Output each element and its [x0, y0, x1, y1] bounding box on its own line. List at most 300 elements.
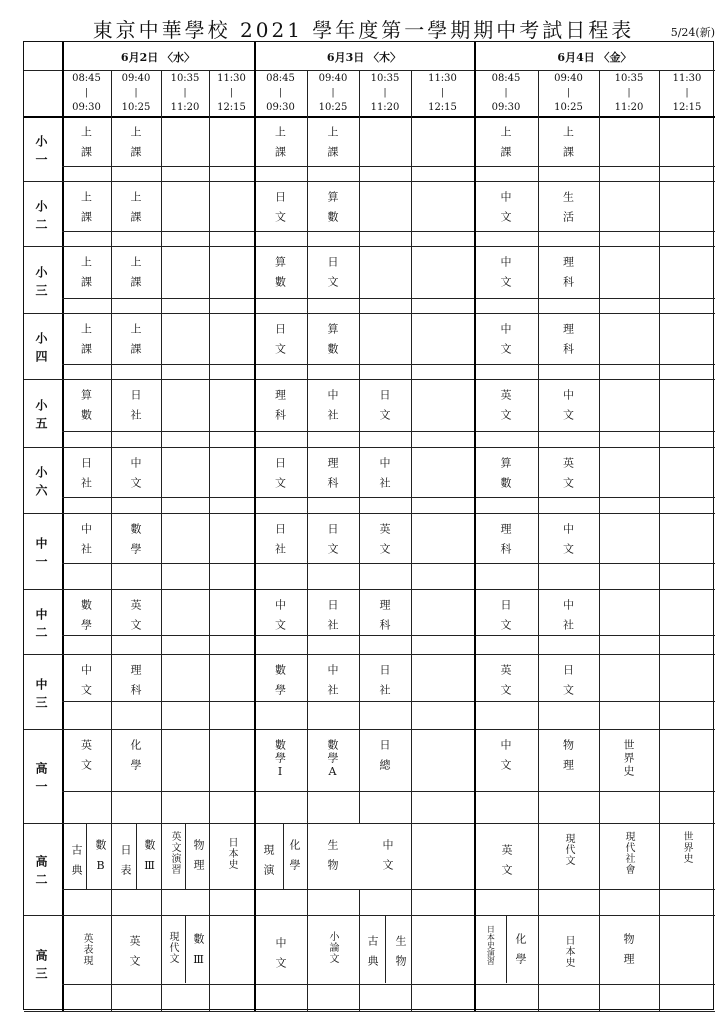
subject-cell: 中社	[326, 389, 339, 429]
table-rule	[307, 729, 308, 823]
table-rule	[359, 447, 360, 513]
table-rule	[24, 654, 715, 655]
revision-note: 5/24(新)	[670, 26, 715, 39]
table-rule	[411, 915, 412, 983]
table-rule	[111, 823, 112, 889]
time-separator: |	[183, 88, 187, 98]
subject-cell: 理科	[561, 323, 575, 363]
subject-cell: 中文	[274, 937, 287, 977]
table-rule	[209, 116, 210, 181]
subject-cell: 英文	[129, 599, 142, 639]
subject-cell: 中文	[561, 523, 575, 563]
table-rule	[161, 513, 162, 589]
subject-cell: 英表現	[81, 933, 92, 966]
time-separator: |	[229, 88, 234, 98]
subject-cell: 英文	[500, 844, 513, 884]
table-rule	[538, 116, 539, 181]
subject-cell: 世界史	[681, 831, 692, 864]
table-rule	[359, 116, 360, 181]
subject-cell: 世界史	[622, 739, 635, 778]
table-rule	[111, 983, 112, 1011]
table-rule	[24, 1011, 715, 1012]
table-rule	[62, 364, 715, 365]
table-rule	[24, 70, 715, 71]
subject-cell: 中社	[561, 599, 575, 639]
subject-cell: 中文	[499, 739, 512, 779]
subject-cell: 日總	[378, 739, 391, 779]
table-rule	[307, 181, 308, 246]
period-end-time: 12:15	[428, 102, 457, 113]
table-rule	[411, 654, 412, 729]
table-rule	[659, 915, 660, 983]
table-rule	[209, 379, 210, 447]
table-rule	[111, 889, 112, 915]
subject-cell: 英文	[561, 457, 575, 497]
table-rule	[62, 563, 715, 564]
table-rule	[307, 823, 308, 889]
subject-cell: 中文	[381, 839, 394, 879]
table-rule	[254, 589, 256, 654]
subject-cell: 現演	[262, 844, 275, 884]
subject-cell: 日文	[273, 323, 287, 363]
subject-cell: 日社	[326, 599, 339, 639]
table-rule	[474, 654, 476, 729]
grade-label: 高二	[34, 855, 48, 891]
subject-cell: 理科	[326, 457, 339, 497]
table-rule	[659, 823, 660, 889]
time-separator: |	[278, 88, 283, 98]
table-rule	[359, 246, 360, 313]
subject-cell: 數學	[79, 599, 93, 639]
table-rule	[411, 729, 412, 823]
subject-cell: 生活	[561, 191, 575, 231]
table-rule	[209, 447, 210, 513]
grade-label: 小六	[34, 466, 48, 502]
subject-cell: 日社	[129, 389, 142, 429]
table-rule	[599, 654, 600, 729]
table-rule	[283, 823, 284, 889]
table-rule	[538, 823, 539, 889]
table-rule	[411, 246, 412, 313]
table-rule	[254, 729, 256, 823]
grade-label: 中三	[34, 677, 48, 714]
subject-cell: 英文演習	[169, 831, 180, 875]
subject-cell: 數Ⅲ	[143, 839, 156, 881]
table-rule	[359, 654, 360, 729]
table-rule	[24, 513, 715, 514]
period-end-time: 09:30	[491, 102, 521, 113]
table-rule	[209, 823, 210, 889]
table-rule	[599, 889, 600, 915]
table-rule	[474, 513, 476, 589]
table-rule	[111, 915, 112, 983]
table-rule	[474, 116, 476, 181]
table-rule	[411, 889, 412, 915]
subject-cell: 日文	[561, 664, 575, 704]
period-start-time: 08:45	[72, 73, 101, 84]
table-rule	[254, 513, 256, 589]
table-rule	[659, 181, 660, 246]
subject-cell: 上課	[326, 126, 339, 166]
period-start-time: 11:30	[217, 73, 246, 84]
time-separator: |	[504, 88, 508, 98]
table-rule	[111, 513, 112, 589]
table-rule	[411, 589, 412, 654]
grade-label: 中一	[34, 537, 48, 573]
subject-cell: 中社	[378, 457, 391, 497]
table-rule	[359, 181, 360, 246]
table-rule	[474, 447, 476, 513]
subject-cell: 中文	[79, 664, 93, 704]
subject-cell: 古典	[70, 844, 83, 884]
table-rule	[254, 889, 256, 915]
table-rule	[411, 116, 412, 181]
subject-cell: 日文	[273, 191, 287, 231]
table-rule	[254, 915, 256, 983]
table-rule	[209, 313, 210, 379]
table-rule	[599, 379, 600, 447]
table-rule	[111, 379, 112, 447]
grade-label: 小五	[34, 399, 48, 435]
table-rule	[161, 246, 162, 313]
table-rule	[659, 246, 660, 313]
subject-cell: 日文	[273, 457, 287, 497]
table-rule	[62, 791, 715, 792]
table-rule	[307, 116, 308, 181]
subject-cell: 小論文	[327, 931, 338, 964]
table-rule	[359, 70, 360, 116]
subject-cell: 數學Ⅰ	[273, 739, 287, 780]
table-rule	[136, 823, 137, 889]
period-end-time: 11:20	[370, 102, 400, 113]
table-rule	[506, 915, 507, 983]
table-rule	[161, 313, 162, 379]
table-rule	[474, 889, 476, 915]
table-rule	[538, 379, 539, 447]
subject-cell: 古典	[366, 935, 379, 975]
time-separator: |	[383, 88, 387, 98]
subject-cell: 英文	[499, 664, 512, 704]
table-rule	[209, 889, 210, 915]
subject-cell: 算數	[326, 323, 339, 363]
table-rule	[307, 246, 308, 313]
subject-cell: 算數	[326, 191, 339, 231]
table-rule	[538, 983, 539, 1011]
table-rule	[599, 70, 600, 116]
table-rule	[24, 181, 715, 182]
table-rule	[411, 379, 412, 447]
table-rule	[359, 379, 360, 447]
subject-cell: 上課	[79, 191, 93, 231]
document-title	[0, 14, 727, 43]
subject-cell: 英文	[499, 389, 512, 429]
table-rule	[111, 181, 112, 246]
day-header: 6月3日 〈木〉	[326, 51, 402, 64]
table-rule	[599, 915, 600, 983]
table-rule	[209, 513, 210, 589]
table-rule	[62, 889, 715, 890]
subject-cell: 英文	[128, 935, 141, 975]
table-rule	[307, 313, 308, 379]
subject-cell: 日本史	[563, 935, 574, 968]
period-start-time: 08:45	[491, 73, 521, 84]
table-rule	[659, 313, 660, 379]
table-rule	[24, 915, 715, 916]
subject-cell: 日社	[273, 523, 287, 563]
subject-cell: 日文	[326, 256, 339, 296]
table-rule	[659, 654, 660, 729]
table-rule	[411, 70, 412, 116]
table-rule	[307, 983, 308, 1011]
grade-label: 小一	[34, 134, 48, 171]
table-rule	[411, 983, 412, 1011]
period-start-time: 10:35	[370, 73, 400, 84]
subject-cell: 數Ⅲ	[192, 933, 205, 975]
table-rule	[538, 513, 539, 589]
table-rule	[599, 823, 600, 889]
table-rule	[411, 823, 412, 889]
table-rule	[254, 823, 256, 889]
subject-cell: 生物	[326, 839, 339, 879]
table-rule	[659, 447, 660, 513]
table-rule	[599, 181, 600, 246]
table-rule	[538, 889, 539, 915]
table-rule	[161, 116, 162, 181]
grade-label: 高一	[34, 762, 48, 798]
subject-cell: 日本史演習	[486, 925, 496, 965]
subject-cell: 日社	[378, 664, 391, 704]
period-end-time: 10:25	[554, 102, 583, 113]
table-rule	[538, 589, 539, 654]
table-rule	[161, 915, 162, 983]
grade-label: 小二	[34, 199, 48, 236]
table-rule	[474, 246, 476, 313]
subject-cell: 數B	[94, 839, 107, 881]
table-rule	[86, 823, 87, 889]
subject-cell: 上課	[129, 191, 142, 231]
table-rule	[254, 181, 256, 246]
table-rule	[538, 313, 539, 379]
table-rule	[209, 589, 210, 654]
period-end-time: 09:30	[72, 102, 101, 113]
subject-cell: 現代文	[167, 931, 178, 964]
table-rule	[307, 889, 308, 915]
subject-cell: 生物	[394, 935, 407, 975]
subject-cell: 中文	[561, 389, 575, 429]
period-start-time: 09:40	[554, 73, 583, 84]
table-rule	[599, 513, 600, 589]
table-rule	[111, 654, 112, 729]
table-rule	[659, 983, 660, 1011]
table-rule	[599, 246, 600, 313]
table-rule	[209, 729, 210, 823]
subject-cell: 中文	[129, 457, 142, 497]
period-end-time: 12:15	[217, 102, 246, 113]
table-rule	[359, 729, 360, 823]
subject-cell: 上課	[129, 323, 142, 363]
table-rule	[307, 379, 308, 447]
table-rule	[659, 729, 660, 823]
subject-cell: 中文	[499, 256, 512, 296]
subject-cell: 化學	[288, 839, 301, 879]
table-rule	[111, 116, 112, 181]
subject-cell: 上課	[79, 256, 93, 296]
subject-cell: 上課	[129, 126, 142, 166]
table-rule	[474, 823, 476, 889]
table-rule	[24, 447, 715, 448]
day-header: 6月4日 〈金〉	[557, 51, 632, 64]
table-rule	[111, 246, 112, 313]
period-start-time: 11:30	[672, 73, 702, 84]
subject-cell: 上課	[273, 126, 287, 166]
subject-cell: 英文	[378, 523, 391, 563]
table-rule	[599, 983, 600, 1011]
table-rule	[307, 70, 308, 116]
table-rule	[24, 379, 715, 380]
table-rule	[411, 181, 412, 246]
table-rule	[659, 379, 660, 447]
grade-label: 小三	[34, 265, 48, 302]
table-rule	[599, 729, 600, 823]
table-rule	[161, 889, 162, 915]
table-rule	[659, 513, 660, 589]
grade-label: 小四	[34, 332, 48, 368]
period-end-time: 10:25	[121, 102, 151, 113]
table-rule	[359, 915, 360, 983]
table-rule	[161, 589, 162, 654]
table-rule	[659, 116, 660, 181]
subject-cell: 中社	[326, 664, 339, 704]
table-rule	[24, 823, 715, 824]
time-separator: |	[566, 88, 571, 98]
subject-cell: 物理	[561, 739, 575, 779]
table-rule	[62, 984, 715, 985]
table-rule	[62, 231, 715, 232]
table-rule	[474, 313, 476, 379]
table-rule	[161, 379, 162, 447]
table-rule	[24, 729, 715, 730]
table-rule	[474, 915, 476, 983]
subject-cell: 上課	[499, 126, 512, 166]
table-rule	[659, 70, 660, 116]
table-rule	[538, 447, 539, 513]
table-rule	[254, 983, 256, 1011]
table-rule	[111, 313, 112, 379]
table-rule	[24, 116, 715, 118]
time-separator: |	[134, 88, 138, 98]
subject-cell: 現代文	[563, 833, 574, 866]
time-separator: |	[440, 88, 445, 98]
period-end-time: 12:15	[672, 102, 702, 113]
table-rule	[254, 654, 256, 729]
subject-cell: 理科	[561, 256, 575, 296]
table-rule	[659, 589, 660, 654]
grade-label: 中二	[34, 607, 48, 644]
table-rule	[307, 915, 308, 983]
period-end-time: 11:20	[170, 102, 200, 113]
subject-cell: 日文	[378, 389, 391, 429]
subject-cell: 算數	[273, 256, 287, 296]
table-rule	[209, 181, 210, 246]
period-start-time: 09:40	[318, 73, 348, 84]
table-rule	[411, 313, 412, 379]
table-rule	[62, 497, 715, 498]
subject-cell: 現代社會	[623, 831, 634, 875]
table-rule	[62, 431, 715, 432]
table-rule	[359, 589, 360, 654]
subject-cell: 算數	[499, 457, 512, 497]
subject-cell: 中文	[273, 599, 287, 639]
table-rule	[307, 654, 308, 729]
table-rule	[161, 181, 162, 246]
table-rule	[659, 889, 660, 915]
time-separator: |	[685, 88, 689, 98]
table-rule	[599, 447, 600, 513]
subject-cell: 中文	[499, 191, 512, 231]
subject-cell: 化學	[129, 739, 142, 779]
subject-cell: 中社	[79, 523, 93, 563]
table-rule	[411, 447, 412, 513]
table-rule	[307, 447, 308, 513]
period-start-time: 09:40	[121, 73, 151, 84]
table-rule	[307, 513, 308, 589]
table-rule	[111, 729, 112, 823]
table-rule	[111, 447, 112, 513]
subject-cell: 日表	[119, 844, 132, 884]
period-end-time: 11:20	[614, 102, 644, 113]
table-rule	[111, 589, 112, 654]
subject-cell: 理科	[499, 523, 512, 563]
time-separator: |	[627, 88, 631, 98]
table-rule	[474, 181, 476, 246]
subject-cell: 上課	[79, 323, 93, 363]
table-rule	[209, 246, 210, 313]
subject-cell: 上課	[561, 126, 575, 166]
table-rule	[161, 447, 162, 513]
table-rule	[62, 298, 715, 299]
table-rule	[385, 915, 386, 983]
subject-cell: 物理	[622, 933, 635, 973]
table-rule	[411, 513, 412, 589]
table-rule	[307, 589, 308, 654]
subject-cell: 英文	[79, 739, 93, 779]
table-rule	[254, 313, 256, 379]
grade-label: 高三	[34, 949, 48, 985]
subject-cell: 理科	[129, 664, 142, 704]
table-rule	[209, 654, 210, 729]
subject-cell: 日文	[326, 523, 339, 563]
table-rule	[62, 166, 715, 167]
period-start-time: 10:35	[170, 73, 200, 84]
table-rule	[209, 915, 210, 983]
subject-cell: 理科	[273, 389, 287, 429]
table-rule	[254, 246, 256, 313]
table-rule	[538, 729, 539, 823]
time-separator: |	[331, 88, 335, 98]
table-rule	[24, 589, 715, 590]
period-end-time: 10:25	[318, 102, 348, 113]
table-rule	[474, 729, 476, 823]
table-rule	[161, 983, 162, 1011]
table-rule	[538, 654, 539, 729]
table-rule	[359, 313, 360, 379]
table-rule	[359, 983, 360, 1011]
period-start-time: 11:30	[428, 73, 457, 84]
period-start-time: 10:35	[614, 73, 644, 84]
subject-cell: 上課	[79, 126, 93, 166]
table-rule	[209, 983, 210, 1011]
subject-cell: 數學	[273, 664, 287, 704]
